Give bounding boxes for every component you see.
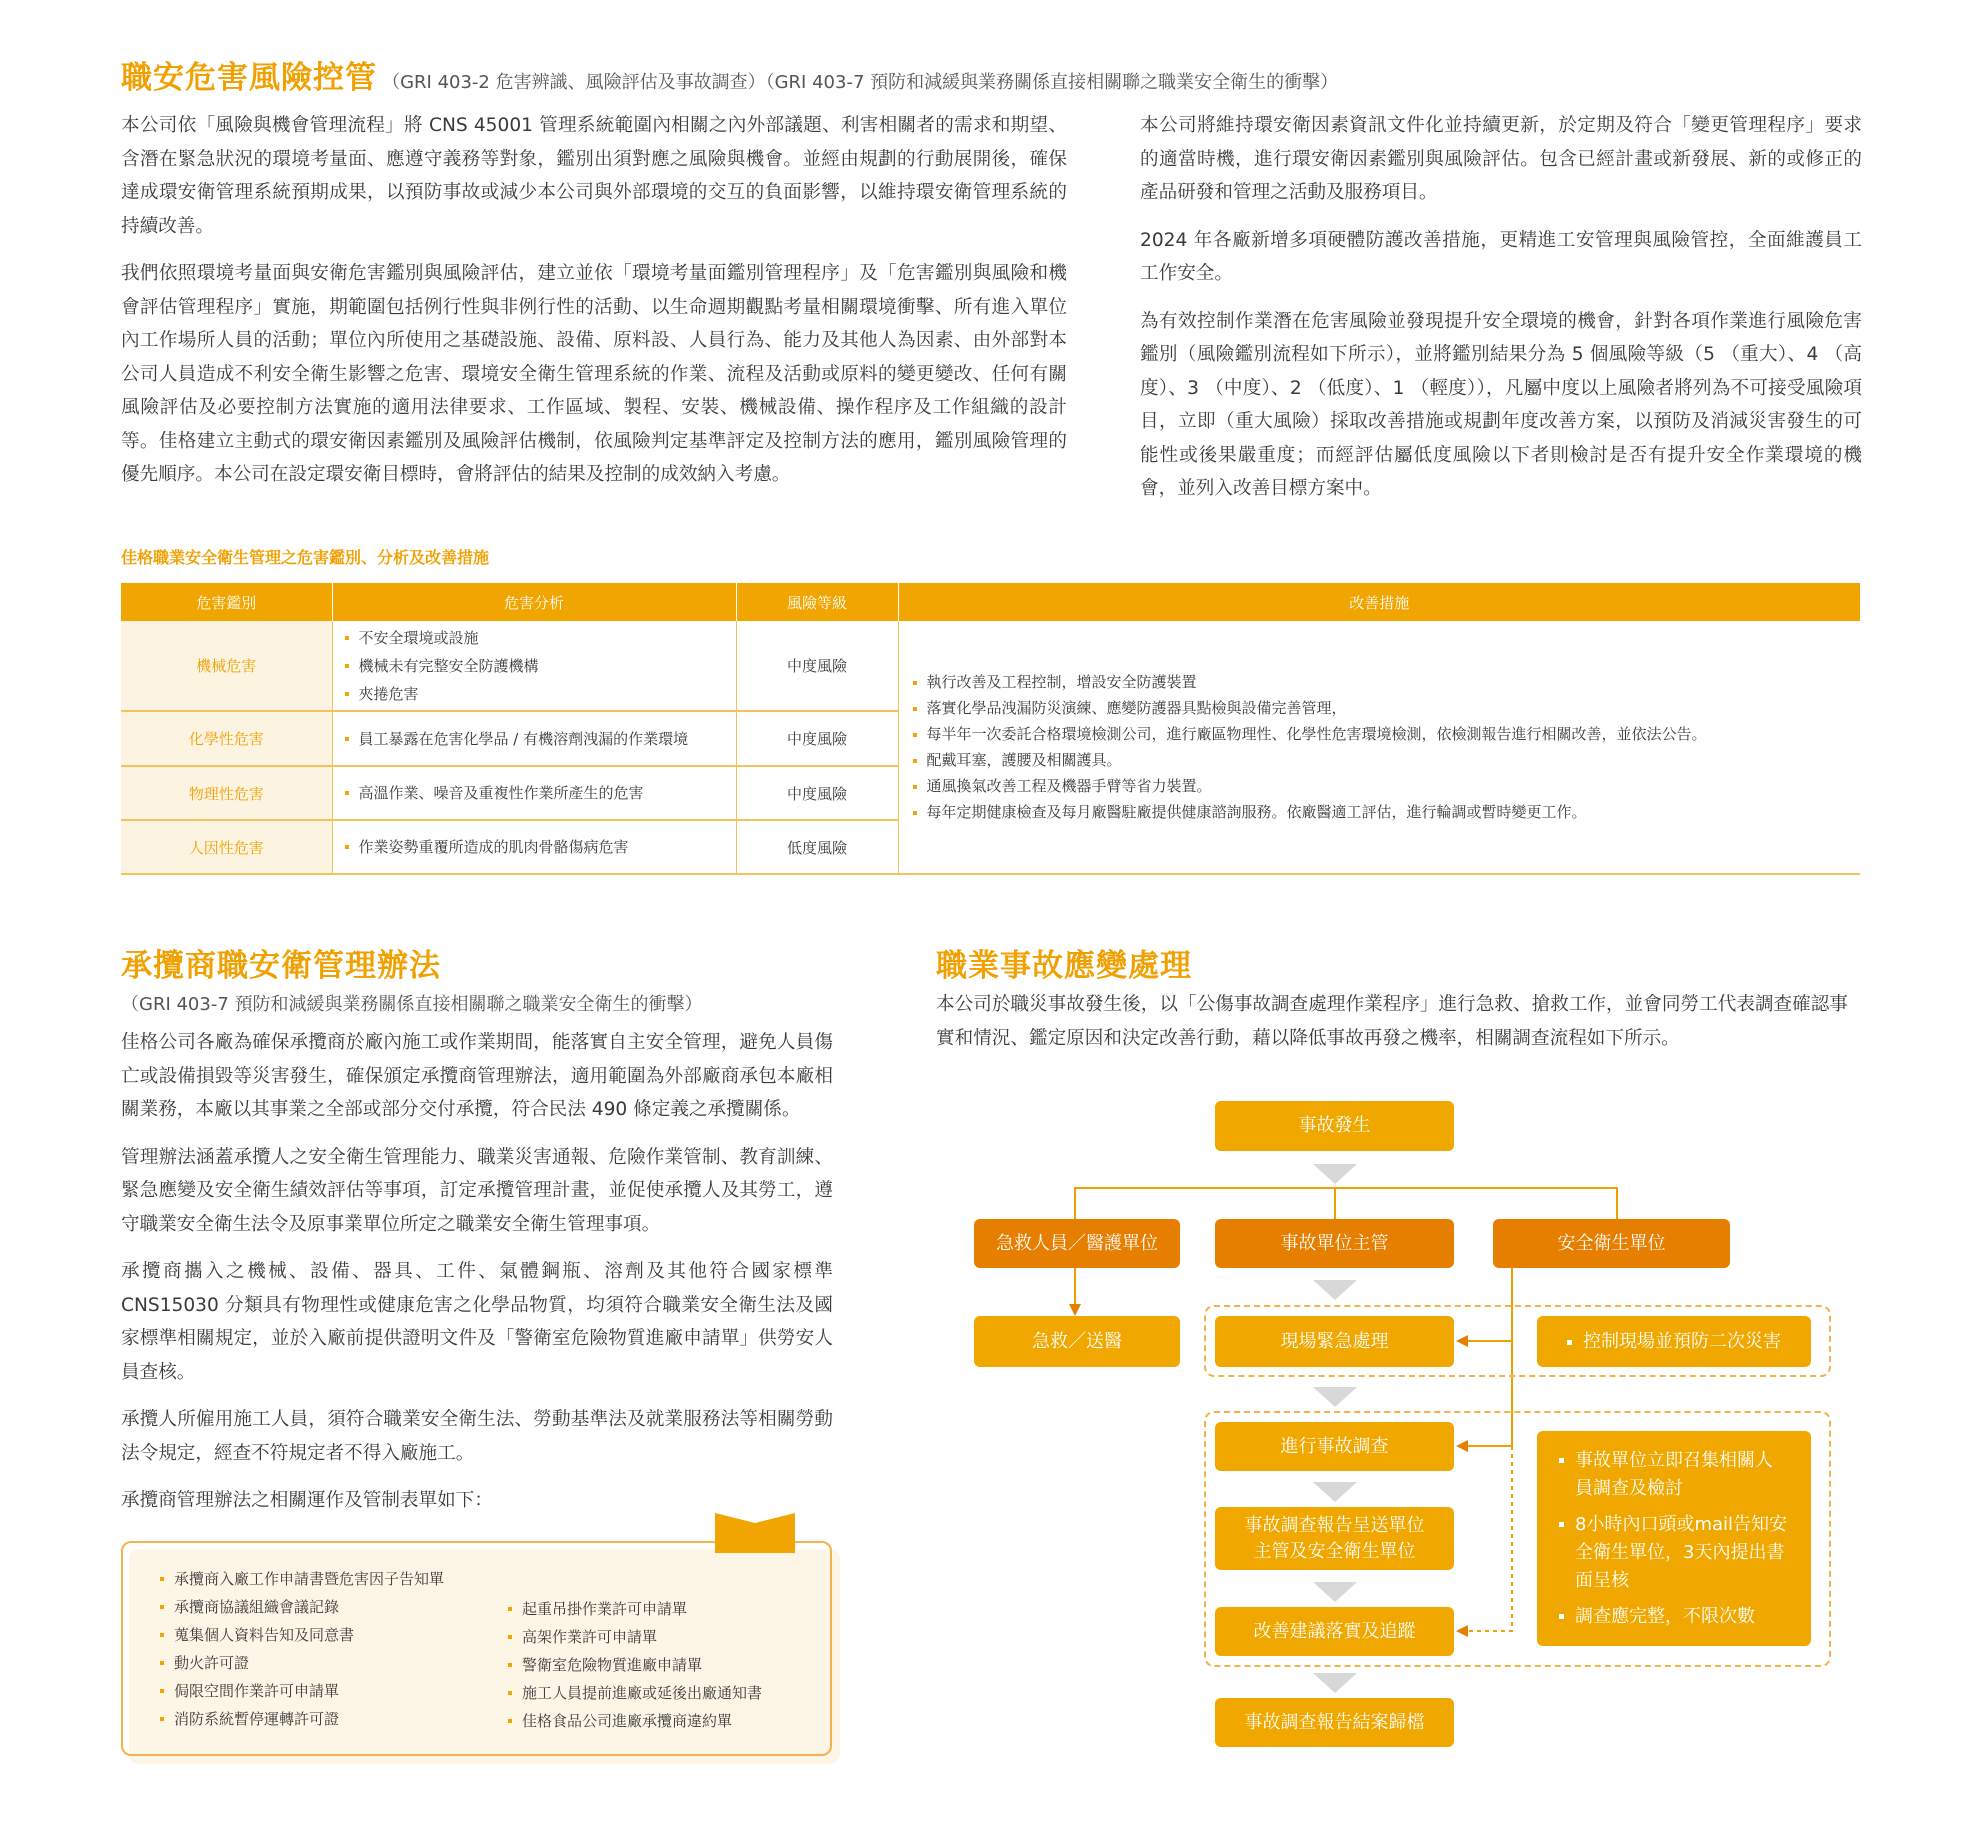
- hazard-category: 化學性危害: [121, 711, 332, 766]
- flow-step-accident: 事故發生: [1215, 1101, 1454, 1151]
- paragraph: 本公司依「風險與機會管理流程」將 CNS 45001 管理系統範圍內相關之內外部議題、利害相關者的需求和期望、含潛在緊急狀況的環境考量面、應遵守義務等對象，鑑別出須對應之風險與機會。並經由規劃的行動展開後，確保達成環安衛管理系統預期成果，以預防事故或減少本公司與外部環境的交互的負面影響，以維持環安衛管理系統的持續改善。: [121, 115, 1067, 237]
- note-item: 8小時內口頭或mail告知安全衛生單位，3天內提出書面呈核: [1559, 1511, 1789, 1595]
- report-line: 主管及安全衛生單位: [1253, 1540, 1416, 1562]
- hazard-analysis-item: 不安全環境或設施: [345, 624, 736, 652]
- hazard-analysis-item: 高溫作業、噪音及重複性作業所產生的危害: [345, 779, 736, 807]
- risk-level: 低度風險: [736, 820, 898, 874]
- hazard-category: 人因性危害: [121, 820, 332, 874]
- paragraph: 為有效控制作業潛在危害風險並發現提升安全環境的機會，針對各項作業進行風險危害鑑別（風險鑑別流程如下所示），並將鑑別結果分為 5 個風險等級（5 （重大）、4 （高度）、3 （中度）、2 （低度）、1 （輕度）），凡屬中度以上風險者將列為不可接受風險項目，立即（重大風險）採取改善措施或規劃年度改善方案，以預防及消減災害發生的可能性或後果嚴重度；而經評估屬低度風險以下者則檢討是否有提升安全作業環境的機會，並列入改善目標方案中。: [1140, 310, 1862, 499]
- flow-step-onsite: 現場緊急處理: [1215, 1316, 1454, 1367]
- form-item: 施工人員提前進廠或延後出廠通知書: [508, 1679, 762, 1707]
- down-arrow-icon: [1313, 1582, 1357, 1602]
- column-header: 危害鑑別: [121, 583, 332, 621]
- column-header: 風險等級: [736, 583, 898, 621]
- down-arrow-icon: [1313, 1673, 1357, 1693]
- paragraph: 管理辦法涵蓋承攬人之安全衛生管理能力、職業災害通報、危險作業管制、教育訓練、緊急應變及安全衛生績效評估等事項，訂定承攬管理計畫，並促使承攬人及其勞工，遵守職業安全衛生法令及原事業單位所定之職業安全衛生管理事項。: [121, 1146, 833, 1235]
- flow-step-first-aid: 急救／送醫: [974, 1316, 1180, 1367]
- section-title: 承攬商職安衛管理辦法: [121, 948, 441, 984]
- form-item: 佳格食品公司進廠承攬商違約單: [508, 1707, 762, 1735]
- form-item: 侷限空間作業許可申請單: [160, 1677, 444, 1705]
- gri-reference: （GRI 403-7 預防和減緩與業務關係直接相關聯之職業安全衛生的衝擊）: [121, 994, 703, 1015]
- flow-step-report: [1215, 1507, 1454, 1570]
- table-caption: 佳格職業安全衛生管理之危害鑑別、分析及改善措施: [121, 548, 490, 567]
- form-item: 承攬商入廠工作申請書暨危害因子告知單: [160, 1565, 444, 1593]
- paragraph: 承攬商攜入之機械、設備、器具、工件、氣體鋼瓶、溶劑及其他符合國家標準 CNS15030 分類具有物理性或健康危害之化學品物質，均須符合職業安全衛生法及國家標準相關規定，並於入廠前提供證明文件及「警衛室危險物質進廠申請單」供勞安人員查核。: [121, 1261, 833, 1383]
- form-item: 蒐集個人資料告知及同意書: [160, 1621, 444, 1649]
- section-title: 職安危害風險控管: [121, 60, 377, 96]
- flow-note-investigation: [1537, 1431, 1811, 1646]
- flow-step-improve: 改善建議落實及追蹤: [1215, 1607, 1454, 1656]
- column-header: 改善措施: [898, 583, 1860, 621]
- form-item: 動火許可證: [160, 1649, 444, 1677]
- paragraph: 2024 年各廠新增多項硬體防護改善措施，更精進工安管理與風險管控，全面維護員工工作安全。: [1140, 229, 1862, 284]
- paragraph: 本公司將維持環安衛因素資訊文件化並持續更新，於定期及符合「變更管理程序」要求的適當時機，進行環安衛因素鑑別與風險評估。包含已經計畫或新發展、新的或修正的產品研發和管理之活動及服務項目。: [1140, 115, 1862, 203]
- paragraph: 承攬人所僱用施工人員，須符合職業安全衛生法、勞動基準法及就業服務法等相關勞動法令規定，經查不符規定者不得入廠施工。: [121, 1409, 833, 1464]
- branch-line: [1075, 1188, 1617, 1219]
- form-item: 承攬商協議組織會議記錄: [160, 1593, 444, 1621]
- hazard-analysis-item: 員工暴露在危害化學品 / 有機溶劑洩漏的作業環境: [345, 725, 736, 753]
- hazard-analysis-item: 夾捲危害: [345, 680, 736, 708]
- flow-note-onsite: [1537, 1316, 1811, 1367]
- improvement-item: 落實化學品洩漏防災演練、應變防護器具點檢與設備完善管理，: [913, 695, 1861, 721]
- form-item: 起重吊掛作業許可申請單: [508, 1595, 762, 1623]
- note-item: 控制現場並預防二次災害: [1567, 1329, 1781, 1355]
- down-arrow-icon: [1313, 1482, 1357, 1502]
- hazard-category: 機械危害: [121, 621, 332, 711]
- section-title: 職業事故應變處理: [936, 948, 1192, 984]
- flow-step-safety-unit: 安全衛生單位: [1493, 1219, 1730, 1268]
- improvement-item: 配戴耳塞，護腰及相關護具。: [913, 747, 1861, 773]
- flow-step-close: 事故調查報告結案歸檔: [1215, 1698, 1454, 1747]
- improvement-item: 通風換氣改善工程及機器手臂等省力裝置。: [913, 773, 1861, 799]
- gri-reference: （GRI 403-2 危害辨識、風險評估及事故調查）（GRI 403-7 預防和減緩與業務關係直接相關聯之職業安全衛生的衝擊）: [382, 72, 1339, 93]
- form-item: 消防系統暫停運轉許可證: [160, 1705, 444, 1733]
- down-arrow-icon: [1313, 1387, 1357, 1407]
- risk-level: 中度風險: [736, 711, 898, 766]
- improvement-item: 每年定期健康檢查及每月廠醫駐廠提供健康諮詢服務。依廠醫適工評估，進行輪調或暫時變更工作。: [913, 799, 1861, 825]
- risk-level: 中度風險: [736, 621, 898, 711]
- arrow-head: [1069, 1304, 1081, 1316]
- column-header: 危害分析: [332, 583, 736, 621]
- paragraph: 本公司於職災事故發生後，以「公傷事故調查處理作業程序」進行急救、搶救工作，並會同勞工代表調查確認事實和情況、鑑定原因和決定改善行動，藉以降低事故再發之機率，相關調查流程如下所示。: [936, 994, 1848, 1049]
- hazard-analysis-item: 作業姿勢重覆所造成的肌肉骨骼傷病危害: [345, 833, 736, 861]
- note-item: 調查應完整，不限次數: [1559, 1603, 1755, 1631]
- risk-level: 中度風險: [736, 766, 898, 820]
- form-item: 警衛室危險物質進廠申請單: [508, 1651, 762, 1679]
- form-item: 高架作業許可申請單: [508, 1623, 762, 1651]
- down-arrow-icon: [1313, 1280, 1357, 1300]
- flow-step-dept-supervisor: 事故單位主管: [1215, 1219, 1454, 1268]
- paragraph: 承攬商管理辦法之相關運作及管制表單如下：: [121, 1490, 493, 1511]
- hazard-analysis-item: 機械未有完整安全防護機構: [345, 652, 736, 680]
- paragraph: 我們依照環境考量面與安衛危害鑑別與風險評估，建立並依「環境考量面鑑別管理程序」及「危害鑑別與風險和機會評估管理程序」實施，期範圍包括例行性與非例行性的活動、以生命週期觀點考量相關環境衝擊、所有進入單位內工作場所人員的活動；單位內所使用之基礎設施、設備、原料設、人員行為、能力及其他人為因素、由外部對本公司人員造成不利安全衛生影響之危害、環境安全衛生管理系統的作業、流程及活動或原料的變更變改、任何有關風險評估及必要控制方法實施的適用法律要求、工作區域、製程、安裝、機械設備、操作程序及工作組織的設計等。佳格建立主動式的環安衛因素鑑別及風險評估機制，依風險判定基準評定及控制方法的應用，鑑別風險管理的優先順序。本公司在設定環安衛目標時，會將評估的結果及控制的成效納入考慮。: [121, 263, 1067, 485]
- report-line: 事故調查報告呈送單位: [1244, 1514, 1425, 1536]
- note-item: 事故單位立即召集相關人員調查及檢討: [1559, 1447, 1789, 1503]
- flow-step-investigate: 進行事故調查: [1215, 1422, 1454, 1471]
- improvement-item: 執行改善及工程控制，增設安全防護裝置: [913, 669, 1861, 695]
- flow-step-first-aid-unit: 急救人員／醫護單位: [974, 1219, 1180, 1268]
- improvement-item: 每半年一次委託合格環境檢測公司，進行廠區物理性、化學性危害環境檢測，依檢測報告進行相關改善，並依法公告。: [913, 721, 1861, 747]
- down-arrow-icon: [1313, 1164, 1357, 1184]
- paragraph: 佳格公司各廠為確保承攬商於廠內施工或作業期間，能落實自主安全管理，避免人員傷亡或設備損毀等災害發生，確保頒定承攬商管理辦法，適用範圍為外部廠商承包本廠相關業務，本廠以其事業之全部或部分交付承攬，符合民法 490 條定義之承攬關係。: [121, 1032, 833, 1120]
- hazard-category: 物理性危害: [121, 766, 332, 820]
